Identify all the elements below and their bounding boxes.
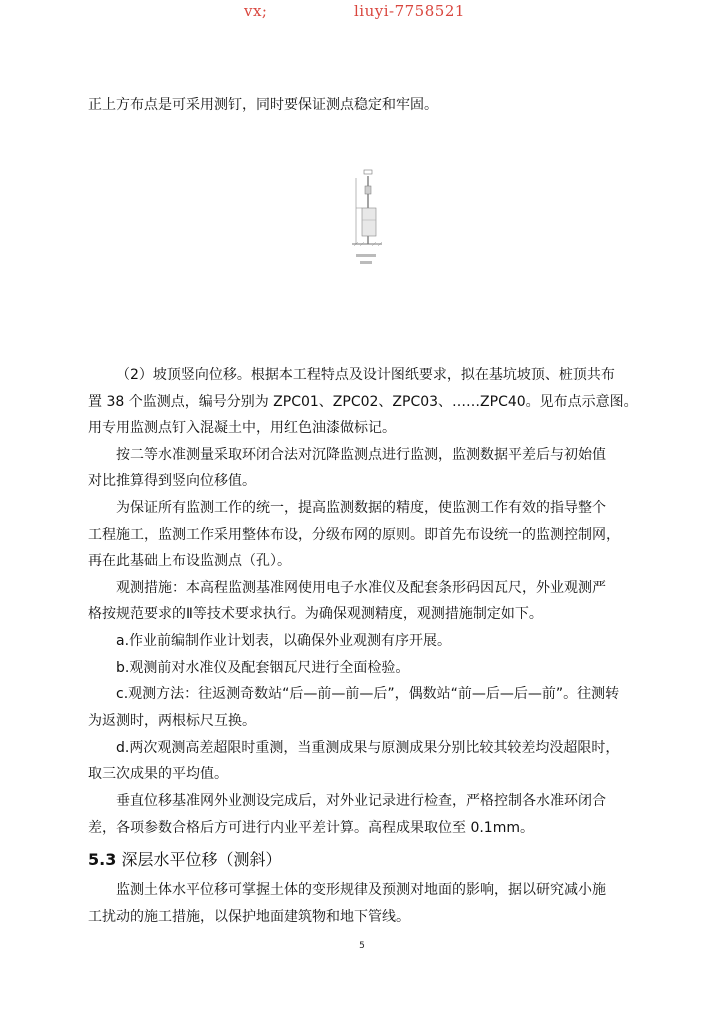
paragraph-line: d.两次观测高差超限时重测，当重测成果与原测成果分别比较其较差均没超限时， [116,740,620,756]
section-title: 深层水平位移（测斜） [121,850,282,869]
page-number: 5 [359,941,365,951]
paragraph-line: 用专用监测点钉入混凝土中，用红色油漆做标记。 [88,420,396,436]
paragraph-line: 差，各项参数合格后方可进行内业平差计算。高程成果取位至 0.1mm。 [88,820,534,836]
diagram-concrete-block [362,208,376,236]
paragraph-line: 工扰动的施工措施，以保护地面建筑物和地下管线。 [88,909,410,925]
section-number: 5.3 [88,850,117,869]
watermark-left: vx; [244,2,268,20]
section-heading [88,849,281,871]
paragraph-line: 工程施工，监测工作采用整体布设，分级布网的原则。即首先布设统一的监测控制网， [88,527,620,543]
paragraph-line: a.作业前编制作业计划表，以确保外业观测有序开展。 [116,633,452,649]
paragraph-line: （2）坡顶竖向位移。根据本工程特点及设计图纸要求，拟在基坑坡顶、桩顶共布 [116,367,615,383]
paragraph-line: 正上方布点是可采用测钉，同时要保证测点稳定和牢固。 [88,97,438,113]
paragraph-line: 按二等水准测量采取环闭合法对沉降监测点进行监测，监测数据平差后与初始值 [116,447,606,463]
paragraph-line: 为保证所有监测工作的统一，提高监测数据的精度，使监测工作有效的指导整个 [116,500,606,516]
monitoring-point-diagram-svg [348,168,384,272]
paragraph-line: 垂直位移基准网外业测设完成后，对外业记录进行检查，严格控制各水准环闭合 [116,793,606,809]
paragraph-line: 观测措施：本高程监测基准网使用电子水准仪及配套条形码因瓦尺，外业观测严 [116,580,606,596]
paragraph-line: 取三次成果的平均值。 [88,766,228,782]
watermark-right: liuyi-7758521 [354,2,465,20]
monitoring-point-diagram [348,168,384,272]
diagram-caption-line-2 [360,261,372,264]
paragraph-line: 为返测时，两根标尺互换。 [88,713,256,729]
diagram-caption-line-1 [356,254,376,257]
paragraph-line: 再在此基础上布设监测点（孔）。 [88,553,291,569]
watermark [0,0,724,24]
paragraph-line: 置 38 个监测点，编号分别为 ZPC01、ZPC02、ZPC03、……ZPC40。见布点示意图。 [88,394,638,410]
paragraph-line: c.观测方法：往返测奇数站“后—前—前—后”，偶数站“前—后—后—前”。往测转 [116,686,620,702]
paragraph-line: 对比推算得到竖向位移值。 [88,473,256,489]
diagram-nail-head [365,186,371,194]
paragraph-line: 监测土体水平位移可掌握土体的变形规律及预测对地面的影响，据以研究减小施 [116,882,606,898]
diagram-top-label-box [364,170,372,174]
paragraph-line: 格按规范要求的Ⅱ等技术要求执行。为确保观测精度，观测措施制定如下。 [88,606,543,622]
paragraph-line: b.观测前对水准仪及配套铟瓦尺进行全面检验。 [116,660,410,676]
